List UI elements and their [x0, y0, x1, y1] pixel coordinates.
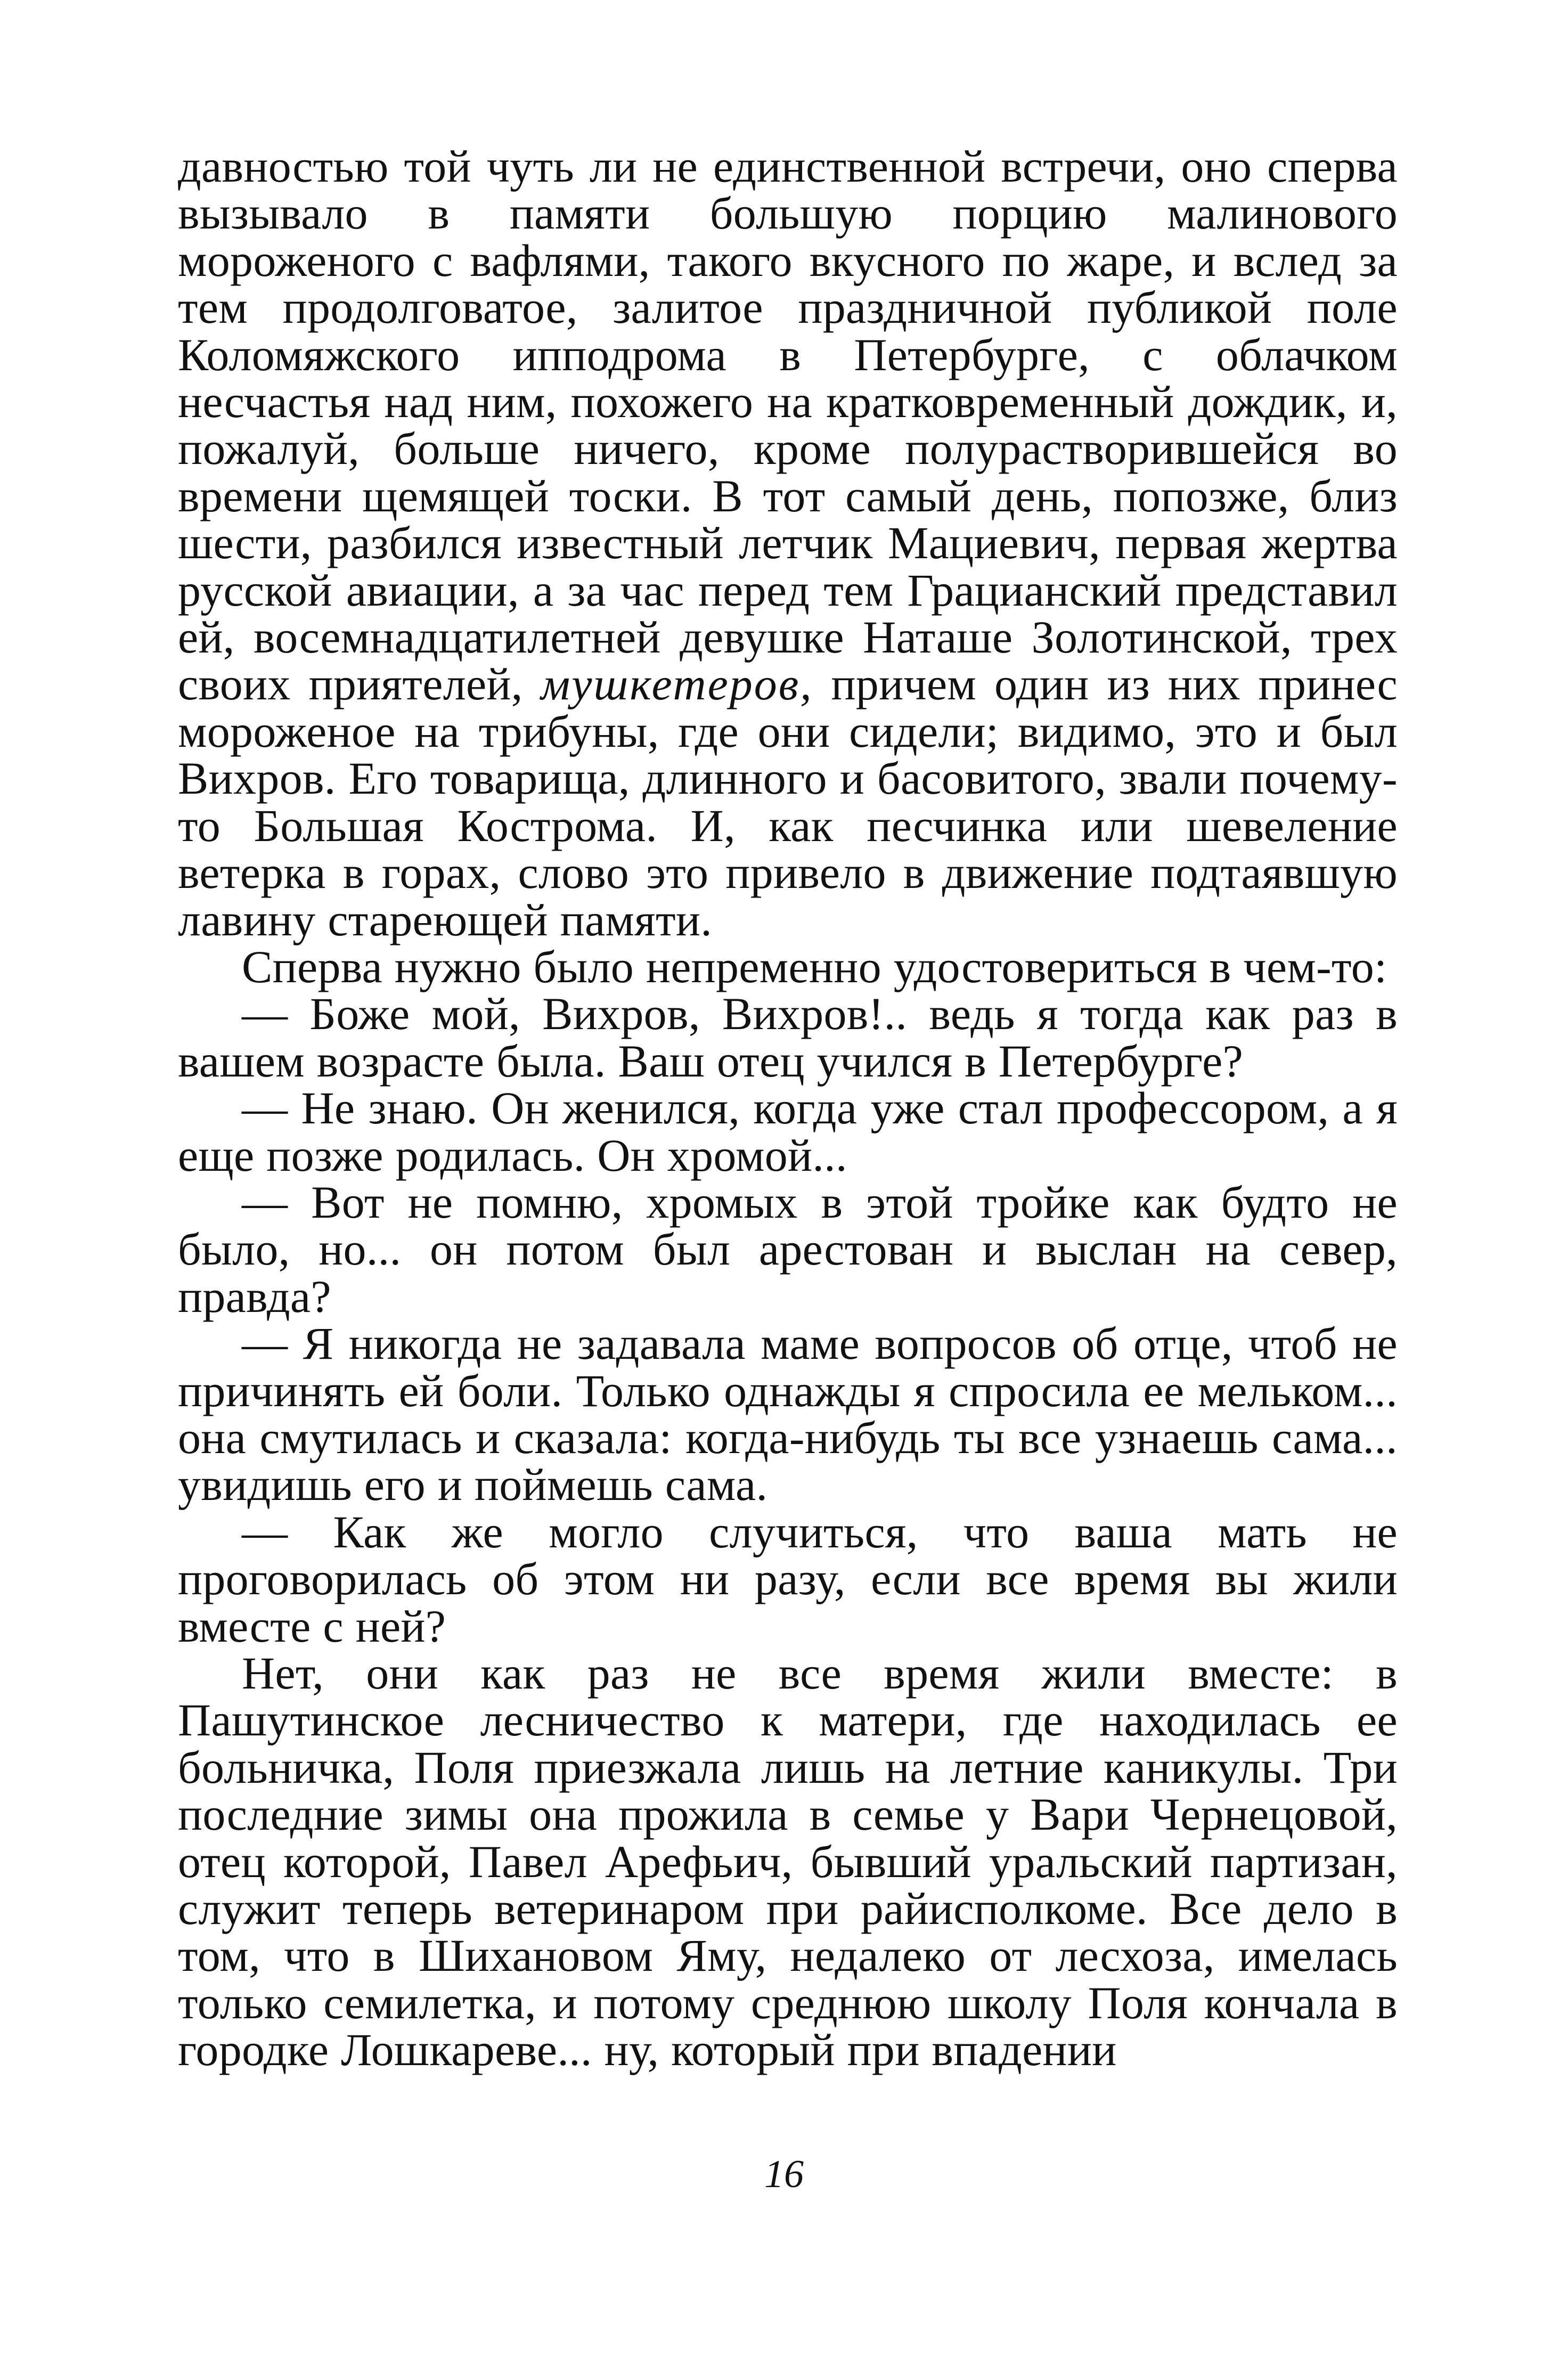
paragraph: Сперва нужно было непременно удостовериться в чем-то:: [242, 941, 1387, 992]
dialogue-line: — Я никогда не задавала маме вопросов об отце, чтоб не причинять ей боли. Только однажды я спросила ее мельком... она смутилась и сказала: когда-нибудь ты все узнаешь сама... увидишь его и поймешь сама.: [178, 1318, 1398, 1511]
body-text: [178, 143, 1398, 2074]
paragraph-continued: [178, 143, 1398, 943]
paragraph: Нет, они как раз не все время жили вместе: в Пашутинское лесничество к матери, где находилась ее больничка, Поля приезжала лишь на летние каникулы. Три последние зимы она прожила в семье у Вари Чернецовой, отец которой, Павел Арефьич, бывший уральский партизан, служит теперь ветеринаром при райисполкоме. Все дело в том, что в Шихановом Яму, недалеко от лесхоза, имелась только семилетка, и потому среднюю школу Поля кончала в городке Лошкареве... ну, который при впадении: [178, 1648, 1398, 2076]
dialogue-line: — Боже мой, Вихров, Вихров!.. ведь я тогда как раз в вашем возрасте была. Ваш отец учился в Петербурге?: [178, 988, 1398, 1087]
italic-emphasis: мушкетеров,: [541, 658, 813, 710]
dialogue-line: — Как же могло случиться, что ваша мать не проговорилась об этом ни разу, если все время вы жили вместе с ней?: [178, 1506, 1398, 1652]
page-number: 16: [764, 2152, 804, 2196]
dialogue-line: — Вот не помню, хромых в этой тройке как будто не было, но... он потом был арестован и выслан на север, правда?: [178, 1176, 1398, 1322]
paragraph-text: причем один из них принес мороженое на трибуны, где они сидели; видимо, это и был Вихров. Его товарища, длинного и басовитого, звали почему-то Большая Кострома. И, как песчинка или шевеление ветерка в горах, слово это привело в движение подтаявшую лавину стареющей памяти.: [178, 658, 1398, 945]
dialogue-line: — Не знаю. Он женился, когда уже стал профессором, а я еще позже родилась. Он хромой...: [178, 1082, 1398, 1181]
paragraph-text: давностью той чуть ли не единственной встречи, оно сперва вызывало в памяти большую порцию малинового мороженого с вафлями, такого вкусного по жаре, и вслед за тем продолговатое, залитое праздничной публикой поле Коломяжского ипподрома в Петербурге, с облачком несчастья над ним, похожего на кратковременный дождик, и, пожалуй, больше ничего, кроме полурастворившейся во времени щемящей тоски. В тот самый день, попозже, близ шести, разбился известный летчик Мациевич, первая жертва русской авиации, а за час перед тем Грацианский представил ей, восемнадцатилетней девушке Наташе Золотинской, трех своих приятелей,: [178, 141, 1398, 710]
